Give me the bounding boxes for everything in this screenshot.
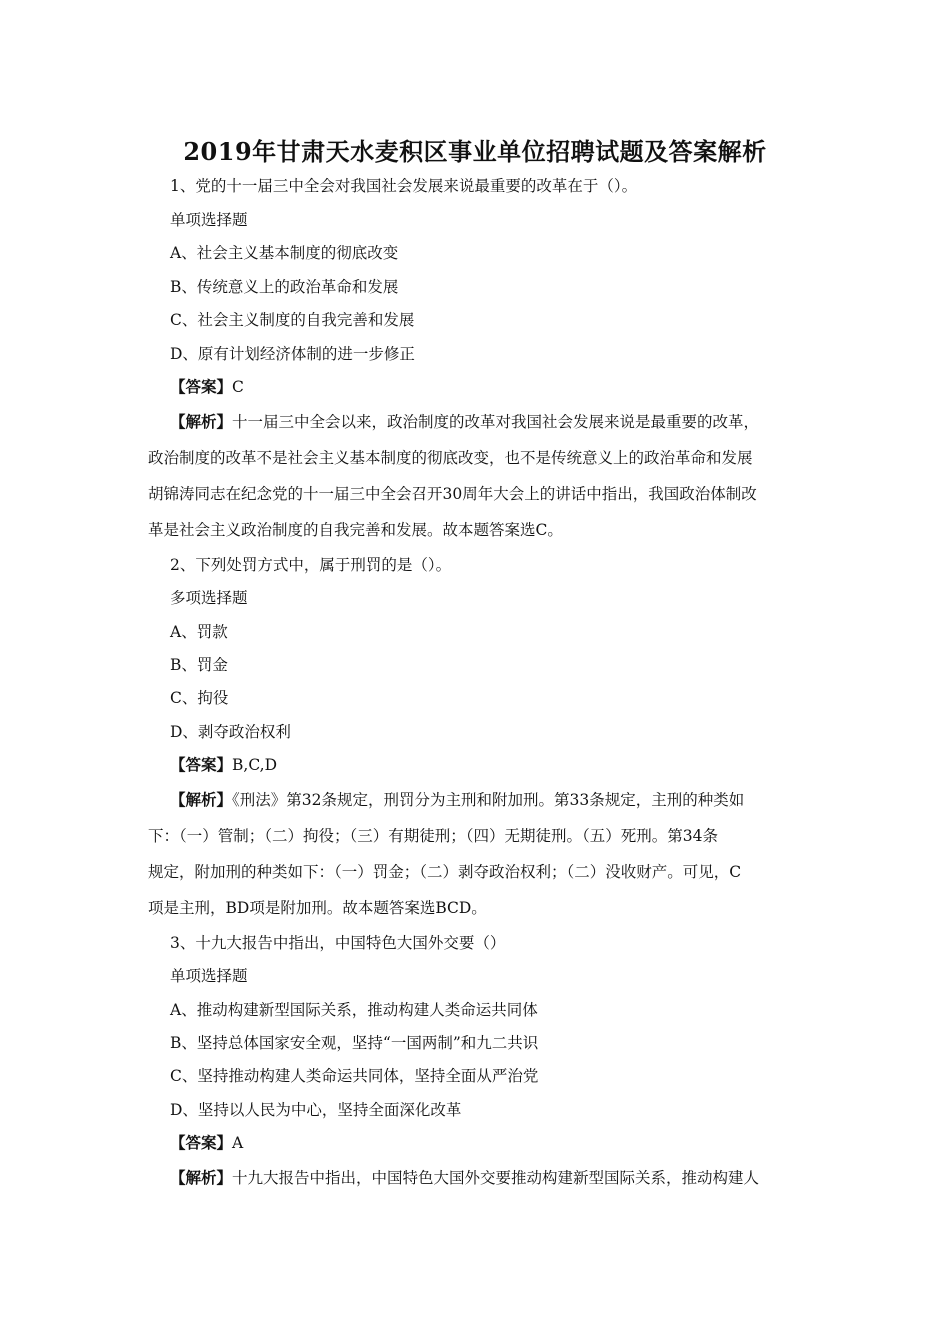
option-c: C、坚持推动构建人类命运共同体，坚持全面从严治党 (170, 1067, 539, 1085)
analysis-text: 规定，附加刑的种类如下：（一）罚金；（二）剥夺政治权利；（二）没收财产。可见，C (148, 863, 742, 881)
option-b: B、传统意义上的政治革命和发展 (170, 278, 399, 296)
option-c: C、社会主义制度的自我完善和发展 (170, 311, 415, 329)
analysis-label: 【解析】 (170, 790, 233, 809)
analysis-text: 项是主刑，BD项是附加刑。故本题答案选BCD。 (148, 899, 487, 917)
question-type: 单项选择题 (170, 967, 248, 985)
question-stem: 3、十九大报告中指出，中国特色大国外交要（） (170, 934, 506, 952)
analysis-text: 十九大报告中指出，中国特色大国外交要推动构建新型国际关系，推动构建人 (232, 1169, 760, 1187)
answer-label: 【答案】 (170, 377, 233, 396)
option-b: B、罚金 (170, 656, 228, 674)
analysis-text: 十一届三中全会以来，政治制度的改革对我国社会发展来说是最重要的改革， (232, 413, 760, 431)
page-title: 2019年甘肃天水麦积区事业单位招聘试题及答案解析 (183, 137, 767, 166)
analysis-line (170, 788, 830, 812)
question-stem: 1、党的十一届三中全会对我国社会发展来说最重要的改革在于（）。 (170, 177, 638, 195)
analysis-text: 下：（一）管制；（二）拘役；（三）有期徒刑；（四）无期徒刑。（五）死刑。第34条 (148, 827, 718, 845)
analysis-text: 《刑法》第32条规定，刑罚分为主刑和附加刑。第33条规定，主刑的种类如 (232, 791, 745, 809)
analysis-label: 【解析】 (170, 1168, 233, 1187)
analysis-line (170, 1166, 830, 1190)
question-stem: 2、下列处罚方式中，属于刑罚的是（）。 (170, 556, 452, 574)
answer-line (170, 375, 830, 399)
option-d: D、坚持以人民为中心，坚持全面深化改革 (170, 1101, 462, 1119)
option-d: D、剥夺政治权利 (170, 723, 291, 741)
analysis-text: 胡锦涛同志在纪念党的十一届三中全会召开30周年大会上的讲话中指出，我国政治体制改 (148, 485, 757, 503)
answer-label: 【答案】 (170, 755, 233, 774)
analysis-text: 政治制度的改革不是社会主义基本制度的彻底改变，也不是传统意义上的政治革命和发展 (148, 449, 753, 467)
option-a: A、社会主义基本制度的彻底改变 (170, 244, 399, 262)
answer-line (170, 753, 830, 777)
answer-line (170, 1131, 830, 1155)
question-type: 多项选择题 (170, 589, 248, 607)
option-b: B、坚持总体国家安全观，坚持“一国两制”和九二共识 (170, 1034, 539, 1052)
option-d: D、原有计划经济体制的进一步修正 (170, 345, 415, 363)
analysis-label: 【解析】 (170, 412, 233, 431)
answer-value: A (232, 1134, 244, 1152)
analysis-line (170, 410, 830, 434)
question-type: 单项选择题 (170, 211, 248, 229)
answer-label: 【答案】 (170, 1133, 233, 1152)
option-a: A、推动构建新型国际关系，推动构建人类命运共同体 (170, 1001, 538, 1019)
analysis-text: 革是社会主义政治制度的自我完善和发展。故本题答案选C。 (148, 521, 563, 539)
answer-value: C (232, 378, 244, 396)
answer-value: B,C,D (232, 756, 277, 774)
option-a: A、罚款 (170, 623, 228, 641)
option-c: C、拘役 (170, 689, 229, 707)
